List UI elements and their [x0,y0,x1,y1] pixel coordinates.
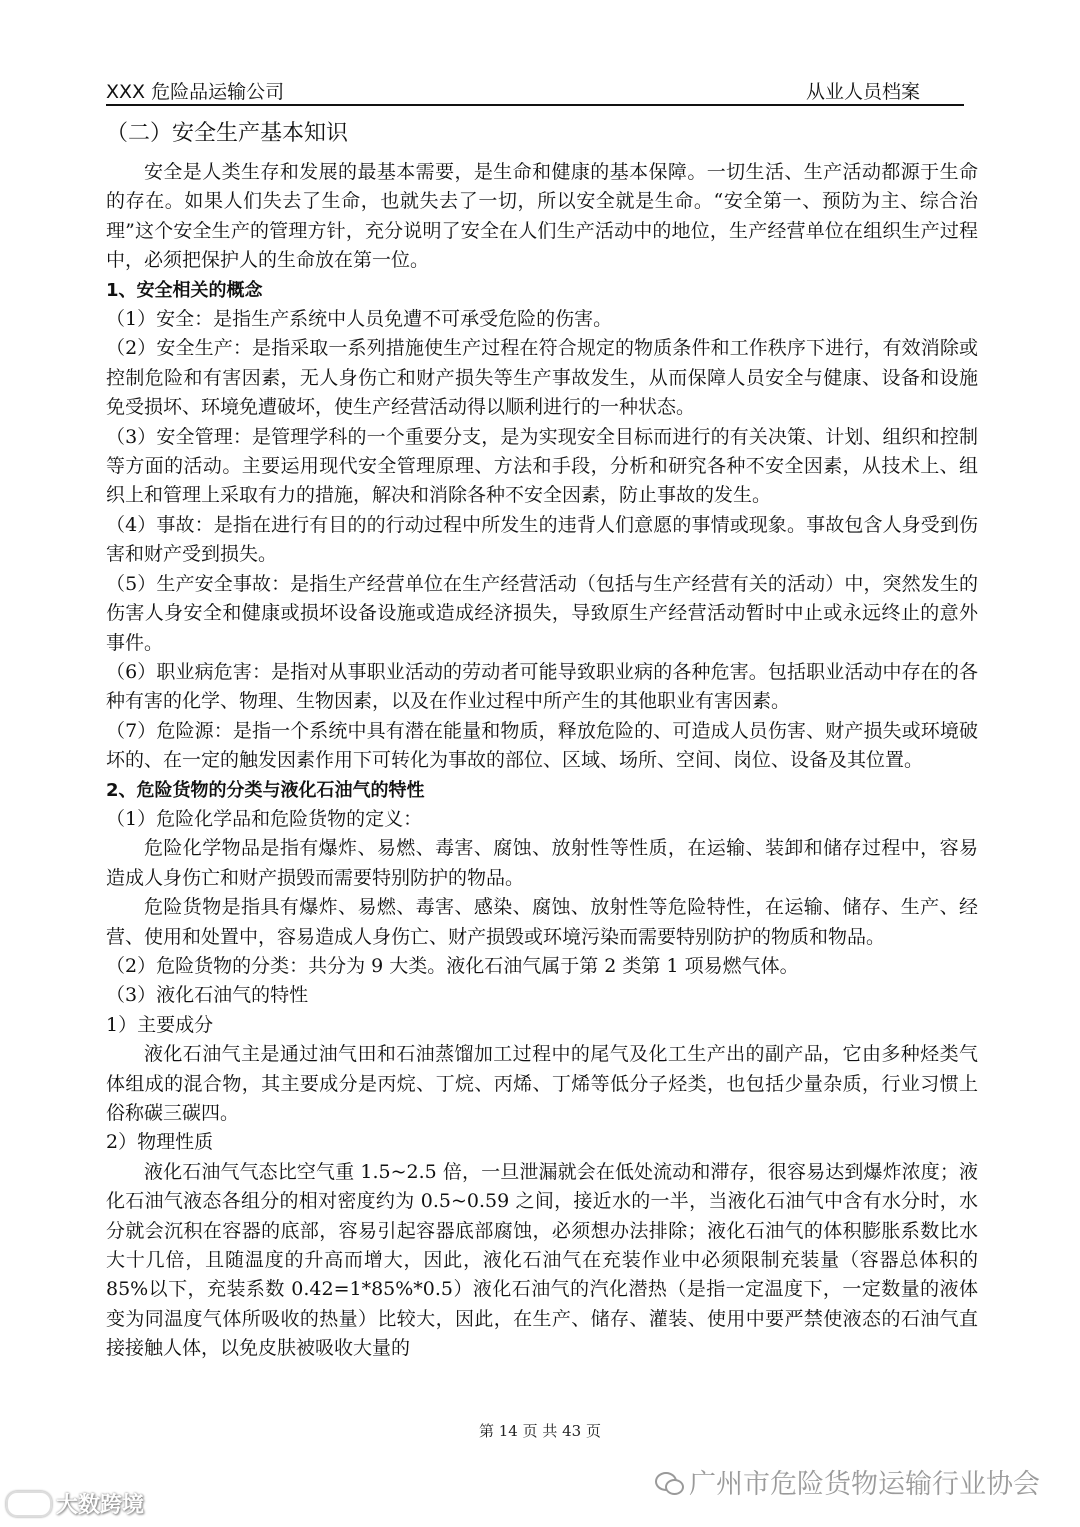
definition-title: （1）危险化学品和危险货物的定义： [106,807,423,830]
subsection-1-title: 1、安全相关的概念 [106,279,263,301]
page-header [106,80,964,106]
concept-item: （7）危险源：是指一个系统中具有潜在能量和物质，释放危险的、可造成人员伤害、财产损失或环境破坏的、在一定的触发因素作用下可转化为事故的部位、区域、场所、空间、岗位、设备及其位置。 [106,719,978,772]
concept-item: （5）生产安全事故：是指生产经营单位在生产经营活动（包括与生产经营有关的活动）中，突然发生的伤害人身安全和健康或损坏设备设施或造成经济损失，导致原生产经营活动暂时中止或永远终止的意外事件。 [106,572,978,654]
brand-logo-icon [6,1491,52,1517]
section-title: （二）安全生产基本知识 [106,121,349,146]
page-number: 第 14 页 共 43 页 [478,1422,601,1440]
composition-title: 1）主要成分 [106,1013,214,1036]
definition-paragraph: 危险化学物品是指有爆炸、易燃、毒害、腐蚀、放射性等性质，在运输、装卸和储存过程中，容易造成人身伤亡和财产损毁而需要特别防护的物品。 [106,837,978,889]
intro-paragraph: 安全是人类生存和发展的最基本需要，是生命和健康的基本保障。一切生活、生产活动都源于生命的存在。如果人们失去了生命，也就失去了一切，所以安全就是生命。“安全第一、预防为主、综合治理”这个安全生产的管理方针，充分说明了安全在人们生产活动中的地位，生产经营单位在组织生产过程中，必须把保护人的生命放在第一位。 [106,161,978,272]
concept-item: （1）安全：是指生产系统中人员免遭不可承受危险的伤害。 [106,308,613,331]
header-doc-type: 从业人员档案 [805,81,920,103]
physical-title: 2）物理性质 [106,1131,214,1154]
header-company: XXX 危险品运输公司 [106,81,285,103]
association-watermark [655,1462,1040,1501]
concept-item: （2）安全生产：是指采取一系列措施使生产过程在符合规定的物质条件和工作秩序下进行，有效消除或控制危险和有害因素，无人身伤亡和财产损失等生产事故发生，从而保障人员安全与健康、设备和设施免受损坏、环境免遭破坏，使生产经营活动得以顺利进行的一种状态。 [106,337,978,419]
concept-item: （4）事故：是指在进行有目的的行动过程中所发生的违背人们意愿的事情或现象。事故包含人身受到伤害和财产受到损失。 [106,513,978,566]
classification-line: （2）危险货物的分类：共分为 9 大类。液化石油气属于第 2 类第 1 项易燃气体。 [106,954,799,977]
composition-paragraph: 液化石油气主是通过油气田和石油蒸馏加工过程中的尾气及化工生产出的副产品，它由多种烃类气体组成的混合物，其主要成分是丙烷、丁烷、丙烯、丁烯等低分子烃类，也包括少量杂质，行业习惯上俗称碳三碳四。 [106,1043,978,1124]
page-content [106,114,978,1364]
brand-name: 大数跨境 [56,1493,145,1518]
definition-paragraph: 危险货物是指具有爆炸、易燃、毒害、感染、腐蚀、放射性等危险特性，在运输、储存、生产、经营、使用和处置中，容易造成人身伤亡、财产损毁或环境污染而需要特别防护的物质和物品。 [106,896,978,948]
physical-paragraph: 液化石油气气态比空气重 1.5~2.5 倍，一旦泄漏就会在低处流动和滞存，很容易达到爆炸浓度；液化石油气液态各组分的相对密度约为 0.5~0.59 之间，接近水的一半，当液化石油气中含有水分时，水分就会沉积在容器的底部，容易引起容器底部腐蚀，必须想办法排除；液化石油气的体积膨胀系数比水大十几倍，且随温度的升高而增大，因此，液化石油气在充装作业中必须限制充装量（容器总体积的 85%以下，充装系数 0.42=1*85%*0.5）液化石油气的汽化潜热（是指一定温度下，一定数量的液体变为同温度气体所吸收的热量）比较大，因此，在生产、储存、灌装、使用中要严禁使液态的石油气直接接触人体，以免皮肤被吸收大量的 [106,1160,978,1360]
concept-item: （3）安全管理：是管理学科的一个重要分支，是为实现安全目标而进行的有关决策、计划、组织和控制等方面的活动。主要运用现代安全管理原理、方法和手段，分析和研究各种不安全因素，从技术上、组织上和管理上采取有力的措施，解决和消除各种不安全因素，防止事故的发生。 [106,425,978,507]
brand-watermark [6,1488,144,1519]
association-name: 广州市危险货物运输行业协会 [689,1469,1040,1500]
wechat-icon [655,1470,683,1494]
lpg-title: （3）液化石油气的特性 [106,984,309,1007]
concept-item: （6）职业病危害：是指对从事职业活动的劳动者可能导致职业病的各种危害。包括职业活动中存在的各种有害的化学、物理、生物因素，以及在作业过程中所产生的其他职业有害因素。 [106,660,978,713]
subsection-2-title: 2、危险货物的分类与液化石油气的特性 [106,779,425,801]
